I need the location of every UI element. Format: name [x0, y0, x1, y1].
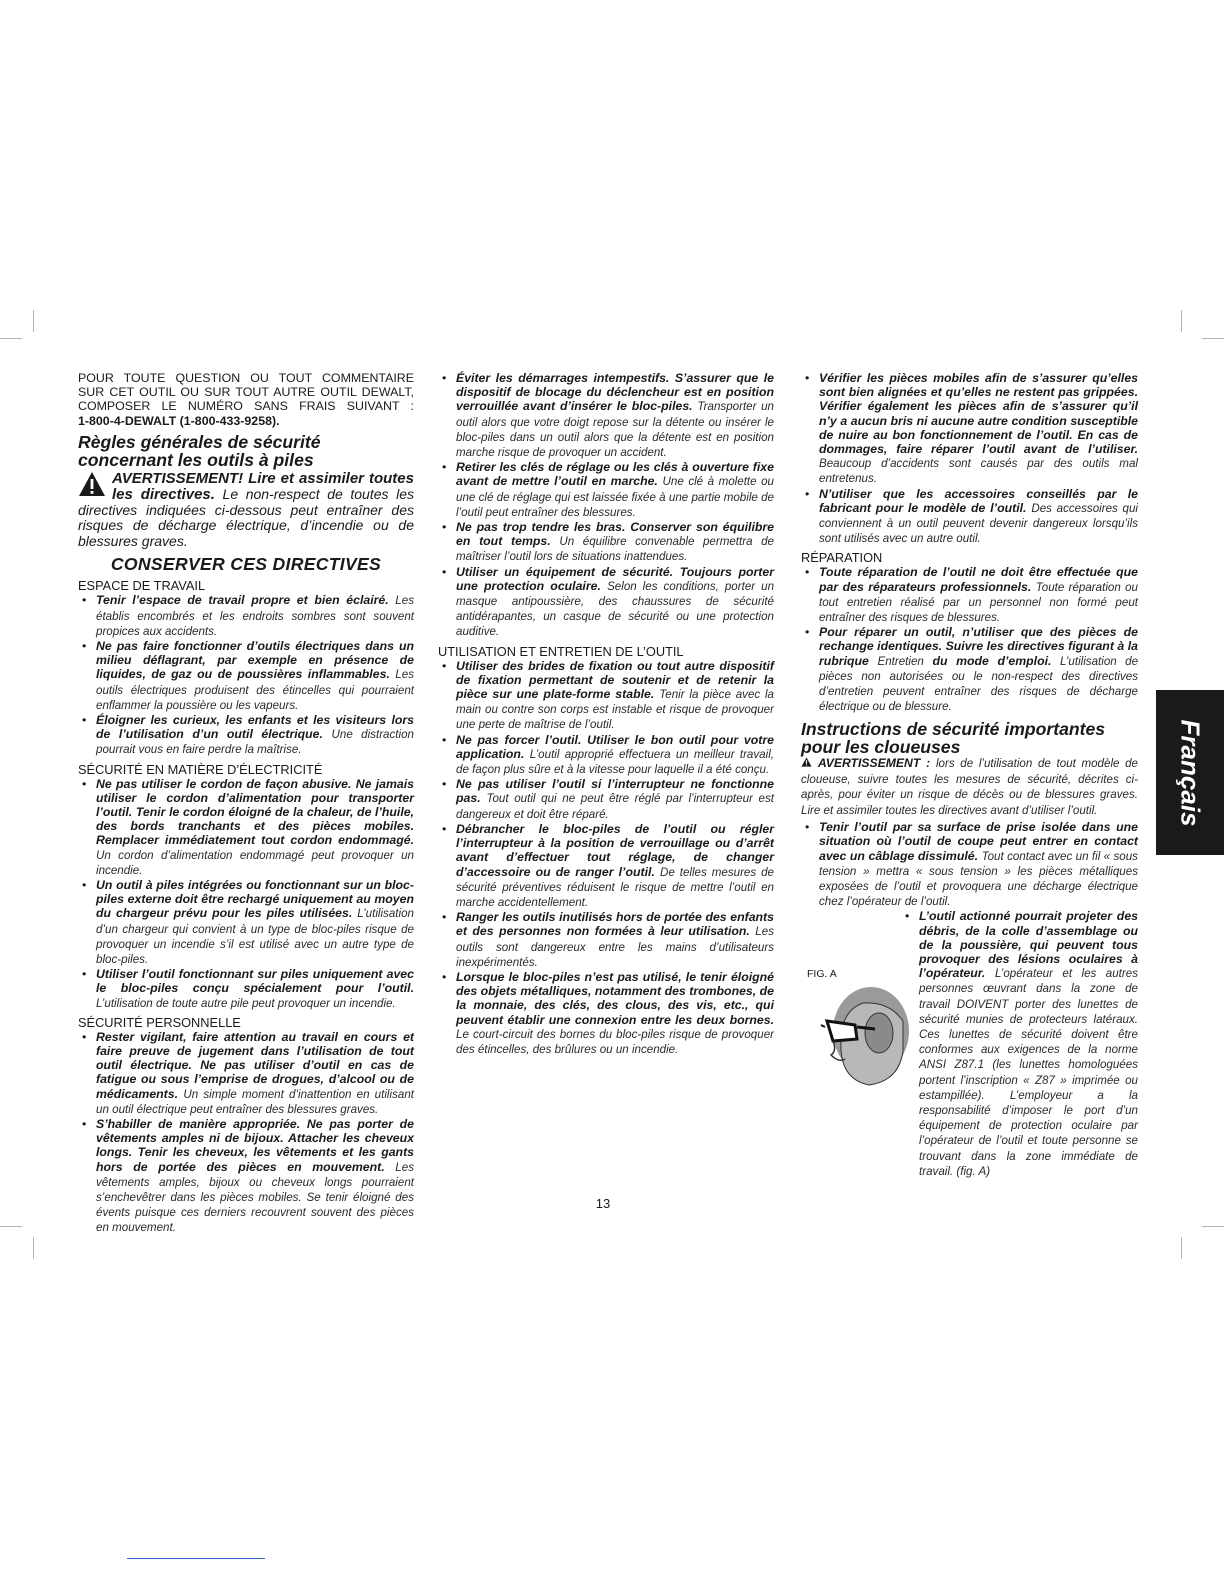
crop-mark [1202, 338, 1224, 339]
repair-list [801, 565, 1138, 714]
personal-list-b [438, 371, 774, 640]
list-item: • Pour réparer un outil, n’utiliser que des pièces de rechange identiques. Suivre les directives figurant à la rubrique Entretien du mode d’emploi. L’utilisation de pièces non autorisées ou le non-respect des directives d’entretien peuvent entraîner des risques de décharge électrique ou de blessure. [801, 625, 1138, 714]
contact-line: COMPOSER LE NUMÉRO SANS FRAIS SUIVANT : [78, 399, 414, 414]
figure-label: FIG. A [807, 968, 837, 981]
general-warning [78, 471, 414, 550]
column-middle [438, 371, 774, 1057]
list-item: • Ne pas trop tendre les bras. Conserver son équilibre en tout temps. Un équilibre convenable permettra de maîtriser l’outil lors de situations inattendues. [438, 520, 774, 565]
list-item: • Ranger les outils inutilisés hors de portée des enfants et des personnes non formées à leur utilisation. Les outils sont dangereux entre les mains d’utilisateurs inexpérimentés. [438, 910, 774, 970]
general-warning-text: Le non-respect de toutes les directives indiquées ci-dessous peut entraîner des risques de décharge électrique, d’incendie ou de blessures graves. [78, 485, 415, 549]
list-item: • Débrancher le bloc-piles de l’outil ou régler l’interrupteur à la position de verrouillage ou d’arrêt avant d’effectuer tout réglage, de changer d’accessoire ou de ranger l’outil. De telles mesures de sécurité préventives réduisent le risque de mettre l’outil en marche accidentellement. [438, 822, 774, 910]
warning-triangle-icon [78, 471, 108, 497]
general-rules-title: Règles générales de sécurité concernant les outils à piles [78, 431, 321, 470]
nailer-title: Instructions de sécurité importantes pour les cloueuses [801, 719, 1106, 758]
list-item: • Toute réparation de l’outil ne doit être effectuée que par des réparateurs professionnels. Toute réparation ou tout entretien réalisé par un personnel non formé peut entraîner des risques de blessures. [801, 565, 1138, 625]
general-warning-title: AVERTISSEMENT! Lire et assimiler toutes les directives. [112, 469, 414, 503]
warning-triangle-icon [801, 756, 818, 770]
list-item: • Rester vigilant, faire attention au travail en cours et faire preuve de jugement dans l’utilisation de tout outil électrique. Ne pas utiliser d’outil en cas de fatigue ou sous l’emprise de drogues, d’alcool ou de médicaments. Un simple moment d’inattention en utilisant un outil électrique peut entraîner des blessures graves. [78, 1030, 414, 1117]
contact-line: SUR CET OUTIL OU SUR TOUT AUTRE OUTIL DEWALT, [78, 385, 414, 400]
list-item: • Lorsque le bloc-piles n’est pas utilisé, le tenir éloigné des objets métalliques, notamment des trombones, de la monnaie, des clés, des clous, des vis, etc., qui peuvent établir une connexion entre les deux bornes. Le court-circuit des bornes du bloc-piles risque de provoquer des étincelles, des brûlures ou un incendie. [438, 970, 774, 1057]
tool-use-list-a [438, 659, 774, 1057]
column-right [801, 371, 1138, 1179]
tool-use-heading: UTILISATION ET ENTRETIEN DE L’OUTIL [438, 643, 684, 659]
personal-list-a [78, 1030, 414, 1236]
nailer-warning [801, 756, 1138, 818]
list-item: • L’outil actionné pourrait projeter des débris, de la colle d’assemblage ou de la poussière, qui peuvent tous provoquer des lésions oculaires à l’opérateur. L’opérateur et les autres personnes œuvrant dans la zone de travail DOIVENT porter des lunettes de sécurité munies de protecteurs latéraux. Ces lunettes de sécurité doivent être conformes aux exigences de la norme ANSI Z87.1 (les lunettes homologuées portent l’inscription « Z87 » imprimée ou estampillée). L’employeur a la responsabilité d’imposer le port d’un équipement de protection oculaire par l’opérateur de l’outil et toute personne se trouvant dans la zone immédiate de travail. (fig. A) [901, 909, 1138, 1179]
tool-use-list-b [801, 371, 1138, 546]
crop-mark [1181, 310, 1182, 332]
nailer-warning-label: AVERTISSEMENT : [817, 756, 931, 771]
list-item: • Utiliser des brides de fixation ou tout autre dispositif de fixation permettant de soutenir et de retenir la pièce sur une plate-forme stable. Tenir la pièce avec la main ou contre son corps est instable et risque de provoquer une perte de maîtrise de l’outil. [438, 659, 774, 733]
language-tab-label: Français [1175, 719, 1206, 826]
list-item: • Utiliser l’outil fonctionnant sur piles uniquement avec le bloc-piles conçu spécialement pour l’outil. L’utilisation de toute autre pile peut provoquer un incendie. [78, 967, 414, 1011]
footer-rule [127, 1558, 265, 1559]
list-item: • Ne pas forcer l’outil. Utiliser le bon outil pour votre application. L’outil approprié effectuera un meilleur travail, de façon plus sûre et à la vitesse pour laquelle il a été conçu. [438, 733, 774, 778]
crop-mark [0, 1226, 22, 1227]
list-item: • Tenir l’outil par sa surface de prise isolée dans une situation où l’outil de coupe peut entrer en contact avec un câblage dissimulé. Tout contact avec un fil « sous tension » mettra « sous tension » les pièces métalliques exposées de l’outil et provoquera une décharge électrique chez l’opérateur de l’outil. [801, 820, 1138, 909]
list-item: • Retirer les clés de réglage ou les clés à ouverture fixe avant de mettre l’outil en marche. Une clé à molette ou une clé de réglage qui est laissée fixée à une partie mobile de l’outil peut entraîner des blessures. [438, 460, 774, 520]
electrical-list [78, 777, 414, 1011]
save-directives-heading: CONSERVER CES DIRECTIVES [110, 554, 382, 575]
list-item: • Un outil à piles intégrées ou fonctionnant sur un bloc-piles externe doit être rechargé uniquement au moyen du chargeur prévu pour les piles utilisées. L’utilisation d’un chargeur qui convient à un type de bloc-piles risque de provoquer un incendie s’il est utilisé avec un autre type de bloc-piles. [78, 878, 414, 967]
nailer-list-b [901, 909, 1138, 1179]
contact-line: POUR TOUTE QUESTION OU TOUT COMMENTAIRE [78, 371, 414, 385]
page-number: 13 [595, 1196, 611, 1211]
column-left [78, 371, 414, 1236]
list-item: • N’utiliser que les accessoires conseillés par le fabricant pour le modèle de l’outil. Des accessoires qui conviennent à un outil peuvent devenir dangereux lorsqu’ils sont utilisés avec un autre outil. [801, 487, 1138, 547]
figure-row [801, 909, 1138, 1179]
language-tab [1156, 690, 1224, 855]
list-item: • Ne pas utiliser l’outil si l’interrupteur ne fonctionne pas. Tout outil qui ne peut être réglé par l’interrupteur est dangereux et doit être réparé. [438, 777, 774, 822]
nailer-warning-text: lors de l’utilisation de tout modèle de cloueuse, suivre toutes les mesures de sécurité, décrites ci-après, pour éviter un risque de décès ou de blessures graves. Lire et assimiler toutes les directives avant d’utiliser l’outil. [801, 757, 1139, 817]
list-item: • Utiliser un équipement de sécurité. Toujours porter une protection oculaire. Selon les conditions, porter un masque antipoussière, des chaussures de sécurité antidérapantes, un casque de sécurité ou une protection auditive. [438, 565, 774, 640]
work-area-list [78, 593, 414, 757]
crop-mark [1181, 1237, 1182, 1259]
crop-mark [1202, 1226, 1224, 1227]
personal-heading: SÉCURITÉ PERSONNELLE [78, 1014, 241, 1030]
nailer-list-a [801, 820, 1138, 909]
list-item: • Éloigner les curieux, les enfants et les visiteurs lors de l’utilisation d’un outil électrique. Une distraction pourrait vous en faire perdre la maîtrise. [78, 713, 414, 758]
crop-mark [33, 310, 34, 332]
electrical-heading: SÉCURITÉ EN MATIÈRE D’ÉLECTRICITÉ [78, 761, 323, 777]
repair-heading: RÉPARATION [801, 550, 883, 566]
crop-mark [0, 338, 22, 339]
list-item: • Vérifier les pièces mobiles afin de s’assurer qu’elles sont bien alignées et qu’elles ne restent pas grippées. Vérifier également les pièces afin de s’assurer qu’il n’y a aucun bris ni aucune autre condition susceptible de nuire au bon fonctionnement de l’outil. En cas de dommages, faire réparer l’outil avant de l’utiliser. Beaucoup d’accidents sont causés par des outils mal entretenus. [801, 371, 1138, 487]
list-item: • Éviter les démarrages intempestifs. S’assurer que le dispositif de blocage du déclencheur est en position verrouillée avant d’insérer le bloc-piles. Transporter un outil alors que votre doigt repose sur la détente ou insérer le bloc-piles dans un outil alors que la détente est en position marche risque de provoquer un accident. [438, 371, 774, 460]
list-item: • S’habiller de manière appropriée. Ne pas porter de vêtements amples ni de bijoux. Attacher les cheveux longs. Tenir les cheveux, les vêtements et les gants hors de portée des pièces en mouvement. Les vêtements amples, bijoux ou cheveux longs pourraient s’enchevêtrer dans les pièces mobiles. Se tenir éloigné des évents puisque ces derniers recouvrent souvent des pièces en mouvement. [78, 1117, 414, 1236]
work-area-heading: ESPACE DE TRAVAIL [78, 578, 206, 594]
contact-phone: 1-800-4-DEWALT (1-800-433-9258). [78, 413, 280, 428]
crop-mark [33, 1237, 34, 1259]
list-item: • Ne pas faire fonctionner d’outils électriques dans un milieu déflagrant, par exemple en présence de liquides, de gaz ou de poussières inflammables. Les outils électriques produisent des étincelles qui pourraient enflammer la poussière ou les vapeurs. [78, 639, 414, 713]
list-item: • Ne pas utiliser le cordon de façon abusive. Ne jamais utiliser le cordon d’alimentation pour transporter l’outil. Tenir le cordon éloigné de la chaleur, de l’huile, des bords tranchants et des pièces mobiles. Remplacer immédiatement tout cordon endommagé. Un cordon d’alimentation endommagé peut provoquer un incendie. [78, 777, 414, 878]
list-item: • Tenir l’espace de travail propre et bien éclairé. Les établis encombrés et les endroits sombres sont souvent propices aux accidents. [78, 593, 414, 639]
